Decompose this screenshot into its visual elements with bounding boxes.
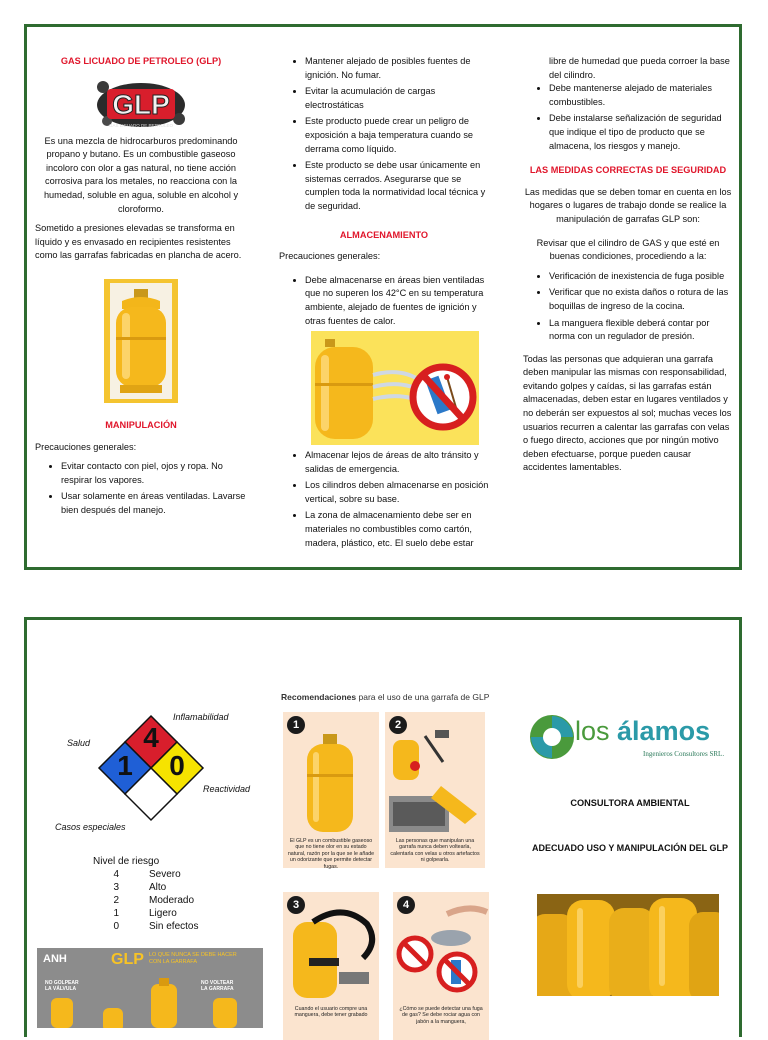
list-item: • Debe almacenarse en áreas bien ventiladas que no superen los 42°C en su temperatura ambiente, alejado de fuentes de ignición y otras fuentes de calor. [305, 274, 489, 328]
nfpa-reactivity-value: 0 [169, 750, 185, 781]
banner-cylinders-icon [37, 948, 263, 1028]
nfpa-health-value: 1 [117, 750, 133, 781]
consultora-label: CONSULTORA AMBIENTAL [570, 798, 690, 808]
label-casos-especiales: Casos especiales [55, 822, 126, 832]
risk-title: Nivel de riesgo [93, 856, 160, 867]
list-item: • Los cilindros deben almacenarse en posición vertical, sobre su base. [305, 479, 489, 506]
label-inflamabilidad: Inflamabilidad [173, 712, 229, 722]
label-salud: Salud [67, 738, 91, 748]
brand-subtitle: Ingenieros Consultores SRL. [643, 750, 725, 758]
recommendation-cell-1 [283, 712, 379, 868]
table-row: 2 Moderado [113, 895, 195, 906]
almacenamiento-list-2 [279, 449, 489, 550]
step-caption: ¿Cómo se puede detectar una fuga de gas? Se debe rociar agua con jabón a la manguera, [399, 1006, 483, 1025]
no-flame-icon [393, 902, 489, 1002]
list-item: • La manguera flexible deberá contar por norma con un regulador de presión. [549, 317, 733, 344]
medidas-list [523, 270, 733, 344]
glp-pressure-text: Sometido a presiones elevadas se transforma en líquido y es envasado en recipientes resistentes como las garrafas fabricadas en plancha de acero. [35, 223, 242, 261]
list-item: • Evitar la acumulación de cargas electrostáticas [305, 85, 489, 112]
step-number: 3 [287, 896, 305, 914]
company-logo [525, 710, 735, 770]
almacenamiento-heading: ALMACENAMIENTO [339, 229, 429, 240]
list-item: • Evitar contacto con piel, ojos y ropa. No respirar los vapores. [61, 460, 247, 487]
ignition-list [279, 55, 489, 214]
step-caption: Las personas que manipulan una garrafa nunca deben voltearla, calentarla con velas u otros artefactos ni golpearla. [390, 838, 480, 864]
no-fire-storage-image [311, 331, 479, 445]
nfpa-fire-value: 4 [143, 722, 159, 753]
step-caption: El GLP es un combustible gaseoso que no tiene olor en su estado natural, razón por la que se le añade un odorizante que permite detectar fugas. [287, 838, 375, 870]
step-number: 4 [397, 896, 415, 914]
recommendations-title: Recomendaciones para el uso de una garrafa de GLP [281, 692, 490, 702]
table-row: 1 Ligero [113, 908, 177, 919]
no-fire-icon [311, 331, 479, 445]
medidas-intro: Las medidas que se deben tomar en cuenta en los hogares o lugares de trabajo donde se realice la manipulación de garrafas GLP son: [524, 186, 732, 224]
recommendation-cell-3 [283, 892, 379, 1040]
banner-no-golpear: NO GOLPEAR LA VÁLVULA [45, 980, 79, 992]
hose-cylinder-icon [283, 902, 379, 1002]
nfpa-diamond-section [47, 708, 267, 838]
table-row: 4 Severo [113, 869, 181, 880]
list-item: • La zona de almacenamiento debe ser en materiales no combustibles como cartón, madera, plástico, etc. El suelo debe estar [305, 509, 489, 550]
column-3 [523, 55, 733, 481]
svg-text:GAS LICUADO DE PETROLEO: GAS LICUADO DE PETROLEO [108, 122, 174, 128]
step-caption: Cuando el usuario compre una manguera, debe tener grabado [294, 1006, 368, 1019]
manipulacion-intro: Precauciones generales: [35, 441, 137, 452]
almacenamiento-list-1 [279, 274, 489, 328]
los-alamos-leaf-icon [529, 714, 575, 760]
table-row: 3 Alto [113, 882, 167, 893]
banner-glp: GLP [111, 951, 144, 968]
medidas-heading: LAS MEDIDAS CORRECTAS DE SEGURIDAD [529, 165, 727, 176]
table-row: 0 Sin efectos [113, 921, 199, 932]
banner-text: LO QUE NUNCA SE DEBE HACER CON LA GARRAFA [149, 952, 237, 965]
recommendation-cell-2 [385, 712, 485, 868]
manipulacion-heading: MANIPULACIÓN [105, 419, 177, 430]
column-1 [35, 55, 247, 521]
manipulacion-list [35, 460, 247, 517]
cylinder-image [104, 279, 178, 403]
list-item: • Debe instalarse señalización de seguridad que indique el tipo de producto que se almacena, los riesgos y manejo. [549, 112, 733, 153]
glp-logo [93, 75, 189, 131]
list-item: • Verificar que no exista daños o rotura de las boquillas de ingreso de la cocina. [549, 286, 733, 313]
glp-logo-graphic [93, 75, 189, 131]
recommendation-cell-4 [393, 892, 489, 1040]
step-number: 2 [389, 716, 407, 734]
responsibility-text: Todas las personas que adquieran una garrafa deben manipular las mismas con responsabilidad, evitando golpes y caídas, si las garrafas están almacenadas, deben estar en lugares ventilados y no deberán ser expuestos al sol; muchas veces los usuarios recurren a calentar las garrafas con velas o fuego directo, acciones que por ningún motivo deben efectuarse, porque pueden causar accidentes lamentables. [523, 353, 732, 473]
storage-list-cont [523, 82, 733, 153]
label-reactividad: Reactividad [203, 784, 251, 794]
risk-level-table [65, 856, 225, 933]
step-number: 1 [287, 716, 305, 734]
cylinders-photo [537, 894, 719, 996]
list-item: • Verificación de inexistencia de fuga posible [549, 270, 733, 284]
almacenamiento-intro: Precauciones generales: [279, 251, 381, 262]
hammer-stove-icon [385, 726, 485, 836]
banner-no-voltear: NO VOLTEAR LA GARRAFA [201, 980, 234, 992]
medidas-review: Revisar que el cilindro de GAS y que esté en buenas condiciones, procediendo a la: [536, 237, 720, 262]
anh-logo: ANH [43, 953, 67, 965]
anh-banner [37, 948, 263, 1028]
brochure-title: ADECUADO USO Y MANIPULACIÓN DEL GLP [531, 843, 729, 853]
brand-name: los álamos [575, 716, 711, 746]
list-item: • Este producto puede crear un peligro de exposición a baja temperatura cuando se derrama como líquido. [305, 115, 489, 156]
brochure-inner-panel [24, 24, 742, 570]
list-item: • Usar solamente en áreas ventiladas. Lavarse bien después del manejo. [61, 490, 247, 517]
gas-cylinder-icon [104, 279, 178, 403]
svg-text:GLP: GLP [112, 88, 170, 120]
cylinders-group-icon [537, 894, 719, 996]
column-2 [279, 55, 489, 553]
brochure-cover-panel [24, 617, 742, 1037]
glp-heading: GAS LICUADO DE PETROLEO (GLP) [60, 56, 222, 66]
list-item: • Debe mantenerse alejado de materiales combustibles. [549, 82, 733, 109]
continued-text: libre de humedad que pueda corroer la base del cilindro. [549, 56, 730, 80]
gas-cylinder-icon [283, 730, 379, 840]
list-item: • Almacenar lejos de áreas de alto tránsito y salidas de emergencia. [305, 449, 489, 476]
list-item: • Este producto se debe usar únicamente en sistemas cerrados. Asegurarse que se cumplen toda la normatividad local técnica y de seguridad. [305, 159, 489, 213]
list-item: • Mantener alejado de posibles fuentes de ignición. No fumar. [305, 55, 489, 82]
glp-description: Es una mezcla de hidrocarburos predominando propano y butano. Es un combustible gaseoso incoloro con olor a gas natural, no tiene acción corrosiva para los metales, no reacciona con la humedad, soluble en agua, soluble en alcohol y cloroformo. [43, 135, 239, 214]
